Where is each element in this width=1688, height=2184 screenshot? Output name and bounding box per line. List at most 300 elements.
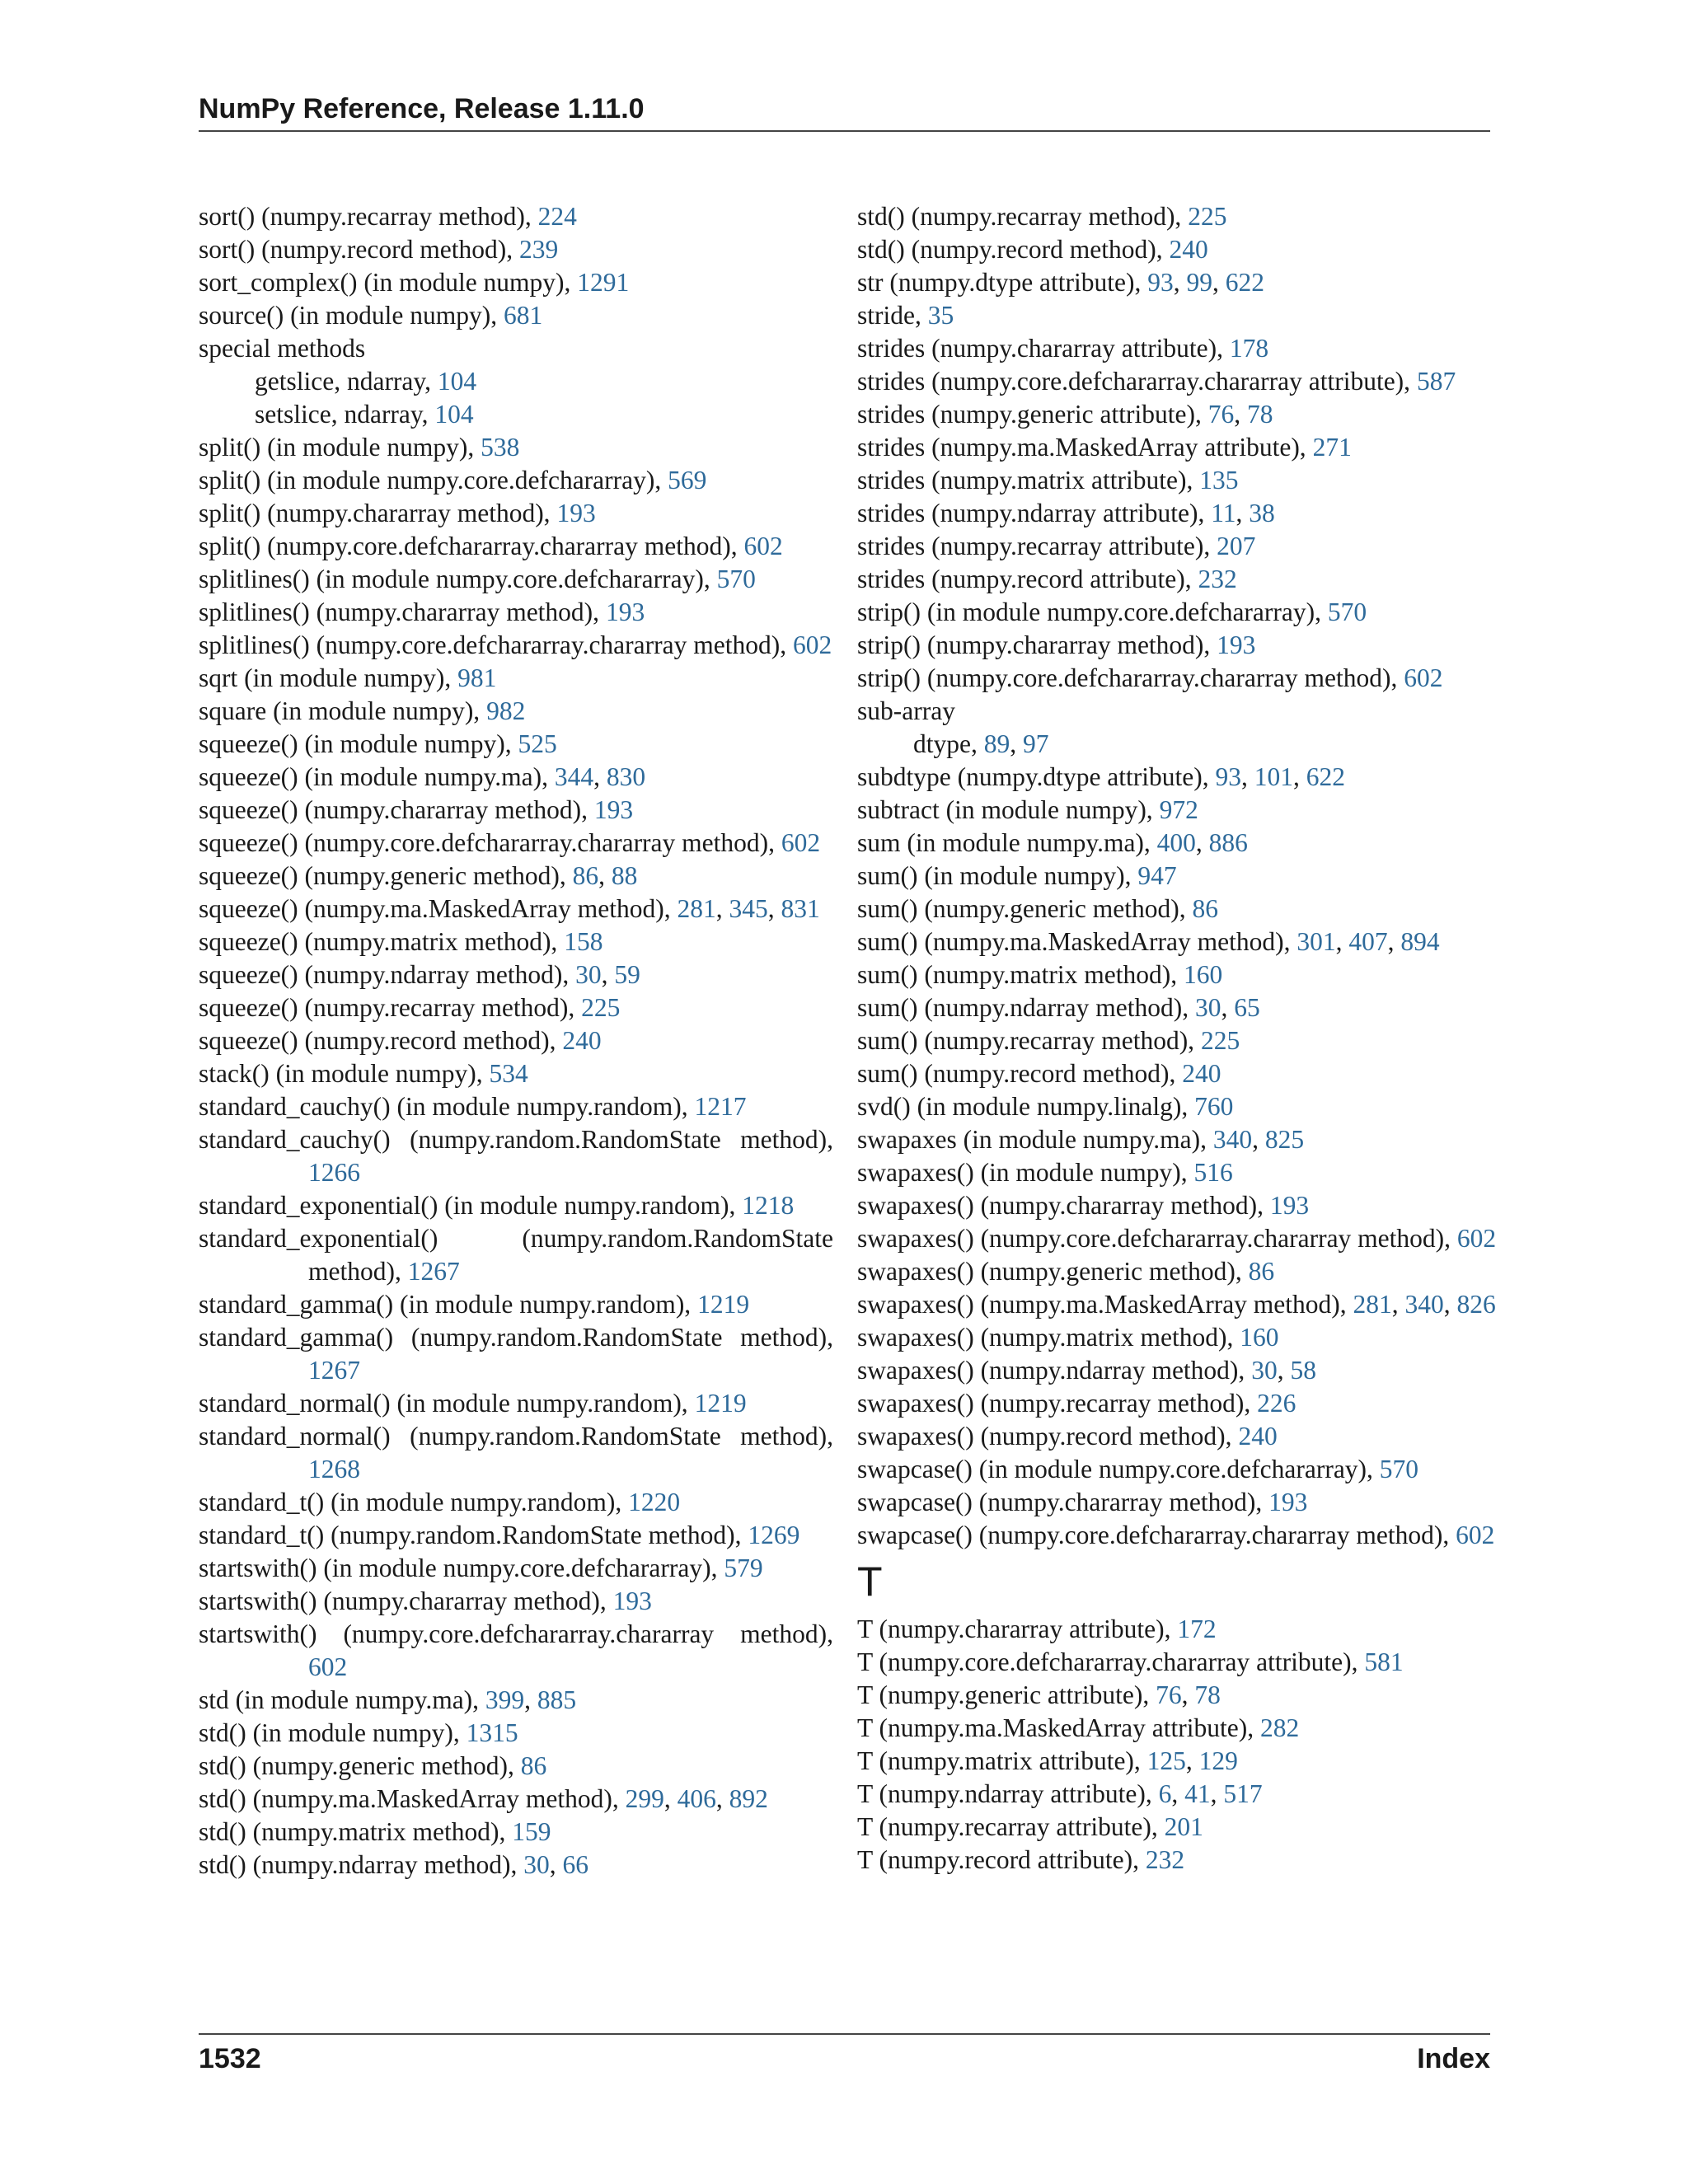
index-entry [857,1646,1500,1679]
index-entry [199,1024,833,1057]
page-reference-link[interactable]: 225 [1188,202,1227,231]
index-entry-text: startswith() (in module numpy.core.defchararray), [199,1554,724,1582]
index-entry-text: squeeze() (numpy.core.defchararray.chararray method), [199,828,781,857]
page-reference-link[interactable]: 104 [434,400,474,429]
page-reference-link[interactable]: 982 [486,696,526,725]
page-reference-link[interactable]: 1267 [308,1356,360,1385]
page-reference-link[interactable]: 587 [1416,367,1456,396]
page-reference-link[interactable]: 159 [512,1817,551,1846]
index-entry [199,497,833,530]
page-reference-link[interactable]: 826 [1456,1290,1496,1319]
index-entry-text: split() (in module numpy.core.defchararray), [199,466,668,494]
page-reference-link[interactable]: 35 [927,301,954,330]
index-entry-text: sum() (numpy.record method), [857,1059,1183,1088]
page-reference-link[interactable]: 160 [1240,1323,1279,1352]
page-reference-link[interactable]: 225 [581,993,621,1022]
index-entry-text: strides (numpy.generic attribute), [857,400,1208,429]
index-entry-text: std() (numpy.recarray method), [857,202,1189,231]
page-reference-link[interactable]: 581 [1364,1647,1404,1676]
index-entry-text: squeeze() (numpy.recarray method), [199,993,582,1022]
page-reference-link[interactable]: 1269 [748,1521,800,1549]
page-reference-link[interactable]: 1315 [466,1718,518,1747]
index-entry [199,1387,833,1420]
index-entry [199,1123,833,1189]
index-entry: strides (numpy.ndarray attribute), 11, 38 [857,499,1275,527]
index-entry-text: squeeze() (numpy.ma.MaskedArray method), [199,894,678,923]
index-entry-text: sum (in module numpy.ma), [857,828,1157,857]
index-entry [857,1486,1500,1519]
index-entry [857,530,1500,563]
page-reference-link[interactable]: 240 [1169,235,1208,264]
index-entry [199,1585,833,1618]
index-entry: sum (in module numpy.ma), 400, 886 [857,828,1248,857]
index-entry-text: std() (in module numpy), [199,1718,467,1747]
index-entry-text: standard_exponential() (in module numpy.random), [199,1191,743,1220]
index-entry-text: swapaxes() (numpy.ma.MaskedArray method), [857,1290,1353,1319]
index-entry-text: T (numpy.generic attribute), [857,1680,1156,1709]
index-entry [199,827,833,860]
index-entry [199,794,833,827]
page-reference-link[interactable]: 981 [457,663,497,692]
index-entry [199,1519,833,1552]
index-entry-text: strip() (numpy.chararray method), [857,630,1217,659]
index-entry-text: strides (numpy.matrix attribute), [857,466,1200,494]
index-entry-text: strip() (numpy.core.defchararray.chararray method), [857,663,1404,692]
page-reference-link[interactable]: 240 [562,1026,602,1055]
page-reference-link[interactable]: 271 [1312,433,1352,462]
index-entry-text: standard_gamma() (in module numpy.random), [199,1290,698,1319]
index-entry-text: std (in module numpy.ma), [199,1685,485,1714]
page-reference-link[interactable]: 6 [1158,1779,1172,1808]
page-reference-link[interactable]: 622 [1306,762,1345,791]
page-reference-link[interactable]: 86 [572,861,599,890]
page-reference-link[interactable]: 59 [614,960,640,989]
index-entry-text: startswith() (numpy.chararray method), [199,1586,613,1615]
page-reference-link[interactable]: 193 [1217,630,1256,659]
index-entry-text: swapaxes() (in module numpy), [857,1158,1194,1187]
index-entry [857,233,1500,266]
page-reference-link[interactable]: 158 [564,927,603,956]
page-reference-link[interactable]: 172 [1177,1615,1217,1643]
index-entry-text: svd() (in module numpy.linalg), [857,1092,1195,1121]
index-entry: subdtype (numpy.dtype attribute), 93, 101, 622 [857,762,1345,791]
page-reference-link[interactable]: 1291 [577,268,630,297]
index-entry-text: squeeze() (numpy.record method), [199,1026,563,1055]
index-entry-text: std() (numpy.generic method), [199,1751,521,1780]
index-entry: swapaxes() (numpy.ndarray method), 30, 58 [857,1356,1316,1385]
index-entry-text: split() (numpy.chararray method), [199,499,557,527]
page-reference-link[interactable]: 193 [612,1586,652,1615]
page-reference-link[interactable]: 602 [792,630,832,659]
page-reference-link[interactable]: 894 [1400,927,1440,956]
page-reference-link[interactable]: 570 [1379,1455,1419,1483]
page-reference-link[interactable]: 972 [1159,795,1198,824]
index-entry-text: swapaxes (in module numpy.ma), [857,1125,1213,1154]
index-entry-text: T (numpy.core.defchararray.chararray attribute), [857,1647,1365,1676]
index-entry [857,1811,1500,1844]
index-entry [857,1321,1500,1354]
page-reference-link[interactable]: 86 [1248,1257,1275,1286]
index-entry-text: standard_gamma() (numpy.random.RandomState method), [199,1323,833,1352]
index-entry [857,332,1500,365]
index-entry-text: sort_complex() (in module numpy), [199,268,578,297]
index-entry [857,596,1500,629]
index-entry: squeeze() (in module numpy.ma), 344, 830 [199,762,646,791]
index-entry [857,794,1500,827]
page-reference-link[interactable]: 99 [1186,268,1213,297]
page-reference-link[interactable]: 239 [518,235,559,264]
index-entry-text: strides (numpy.record attribute), [857,565,1198,593]
page-reference-link[interactable]: 97 [1022,729,1049,758]
page-reference-link[interactable]: 226 [1257,1389,1296,1418]
page-reference-link[interactable]: 281 [1353,1290,1392,1319]
page-reference-link[interactable]: 947 [1137,861,1177,890]
page-reference-link[interactable]: 301 [1296,927,1336,956]
index-entry [199,1090,833,1123]
index-entry-text: std() (numpy.ndarray method), [199,1850,524,1879]
page-reference-link[interactable]: 1268 [308,1455,360,1483]
page-number: 1532 [199,2043,261,2074]
index-entry-text: strides (numpy.ma.MaskedArray attribute), [857,433,1313,462]
index-subentry [199,365,833,398]
index-entry [199,233,833,266]
index-entry [857,629,1500,662]
index-entry-text: strides (numpy.core.defchararray.chararray attribute), [857,367,1417,396]
page-reference-link[interactable]: 885 [537,1685,577,1714]
page-reference-link[interactable]: 38 [1249,499,1275,527]
index-entry [199,695,833,728]
index-entry-text: squeeze() (numpy.ndarray method), [199,960,576,989]
index-entry-text: standard_cauchy() (in module numpy.random), [199,1092,695,1121]
page-reference-link[interactable]: 340 [1404,1290,1444,1319]
index-entry [199,596,833,629]
page-reference-link[interactable]: 282 [1260,1713,1300,1742]
page-reference-link[interactable]: 11 [1211,499,1236,527]
index-entry-text: T (numpy.record attribute), [857,1845,1146,1874]
page-reference-link[interactable]: 602 [1456,1224,1497,1253]
index-entry-text: squeeze() (numpy.chararray method), [199,795,594,824]
page-reference-link[interactable]: 1219 [694,1389,747,1418]
page-reference-link[interactable]: 340 [1212,1125,1253,1154]
page-reference-link[interactable]: 407 [1348,927,1388,956]
index-entry: swapaxes() (numpy.ma.MaskedArray method), 281, 340, 826 [857,1290,1496,1319]
index-entry-text: swapaxes() (numpy.chararray method), [857,1191,1270,1220]
page-reference-link[interactable]: 299 [625,1784,664,1813]
index-entry-text: str (numpy.dtype attribute), [857,268,1148,297]
index-entry-text: split() (in module numpy), [199,433,481,462]
page-reference-link[interactable]: 66 [562,1850,588,1879]
index-entry-text: strides (numpy.ndarray attribute), [857,499,1212,527]
page-reference-link[interactable]: 406 [677,1784,716,1813]
index-entry [857,958,1500,991]
page-reference-link[interactable]: 78 [1194,1680,1221,1709]
page-reference-link[interactable]: 76 [1156,1680,1182,1709]
index-entry: squeeze() (numpy.generic method), 86, 88 [199,861,638,890]
index-entry-text: strides (numpy.recarray attribute), [857,532,1217,560]
index-entry: std() (numpy.ndarray method), 30, 66 [199,1850,588,1879]
index-letter-heading: T [857,1558,883,1605]
index-entry [199,1420,833,1486]
index-entry [199,1717,833,1750]
index-entry-text: sort() (numpy.recarray method), [199,202,538,231]
index-entry-text: setslice, ndarray, [255,400,435,429]
page-reference-link[interactable]: 193 [593,795,634,824]
page-reference-link[interactable]: 129 [1198,1746,1238,1775]
page-reference-link[interactable]: 240 [1182,1059,1221,1088]
index-column-left [199,200,833,1882]
index-entry-text: strip() (in module numpy.core.defchararray), [857,598,1328,626]
page-reference-link[interactable]: 30 [1251,1356,1278,1385]
index-entry: sum() (numpy.ma.MaskedArray method), 301, 407, 894 [857,927,1440,956]
index-entry-text: std() (numpy.record method), [857,235,1170,264]
index-entry: T (numpy.generic attribute), 76, 78 [857,1680,1221,1709]
index-entry [199,464,833,497]
page-reference-link[interactable]: 201 [1164,1812,1203,1841]
index-entry-text: swapaxes() (numpy.core.defchararray.chararray method), [857,1224,1457,1253]
page-reference-link[interactable]: 602 [743,532,783,560]
index-entry-text: swapcase() (numpy.chararray method), [857,1488,1269,1516]
page-reference-link[interactable]: 516 [1193,1158,1233,1187]
index-entry [857,1024,1500,1057]
page-reference-link[interactable]: 622 [1225,268,1265,297]
index-entry: sum() (numpy.ndarray method), 30, 65 [857,993,1260,1022]
index-entry [199,332,833,365]
page-reference-link[interactable]: 160 [1184,960,1223,989]
index-entry [857,1613,1500,1646]
index-entry [857,1222,1500,1255]
index-entry: T (numpy.ndarray attribute), 6, 41, 517 [857,1779,1263,1808]
header-rule [199,130,1490,132]
index-entry-text: squeeze() (numpy.matrix method), [199,927,565,956]
page-reference-link[interactable]: 344 [554,762,594,791]
index-entry [857,431,1500,464]
index-entry [199,662,833,695]
page-reference-link[interactable]: 178 [1229,334,1269,363]
index-entry-text: startswith() (numpy.core.defchararray.chararray method), [199,1619,833,1648]
index-entry-text: std() (numpy.matrix method), [199,1817,513,1846]
index-entry-text: standard_cauchy() (numpy.random.RandomState method), [199,1125,833,1154]
index-entry-text: swapcase() (in module numpy.core.defchararray), [857,1455,1380,1483]
footer-rule [199,2033,1490,2035]
page-reference-link[interactable]: 399 [485,1685,525,1714]
page-reference-link[interactable]: 76 [1207,400,1235,429]
index-entry-text: sum() (numpy.ndarray method), [857,993,1195,1022]
page-reference-link[interactable]: 1266 [308,1158,360,1187]
index-entry [199,563,833,596]
index-entry [199,530,833,563]
page-reference-link[interactable]: 65 [1234,993,1260,1022]
index-entry-text: standard_exponential() (numpy.random.RandomState method), [199,1224,833,1286]
page-reference-link[interactable]: 224 [537,202,577,231]
index-entry-text: special methods [199,334,366,363]
page-reference-link[interactable]: 30 [575,960,602,989]
index-entry-text: sum() (numpy.ma.MaskedArray method), [857,927,1297,956]
index-entry-text: sum() (numpy.generic method), [857,894,1193,923]
page-reference-link[interactable]: 400 [1156,828,1196,857]
index-entry-text: T (numpy.matrix attribute), [857,1746,1147,1775]
page-reference-link[interactable]: 88 [611,861,638,890]
index-entry [857,200,1500,233]
page-reference-link[interactable]: 93 [1147,268,1174,297]
header-title: NumPy Reference, Release 1.11.0 [199,93,645,124]
index-entry [199,1486,833,1519]
page-reference-link[interactable]: 232 [1145,1845,1185,1874]
page-reference-link[interactable]: 569 [668,466,707,494]
index-entry-text: sum() (numpy.recarray method), [857,1026,1201,1055]
page-reference-link[interactable]: 78 [1246,400,1273,429]
index-entry-text: T (numpy.recarray attribute), [857,1812,1165,1841]
index-entry-text: swapaxes() (numpy.recarray method), [857,1389,1258,1418]
page-reference-link[interactable]: 345 [729,894,768,923]
index-entry: squeeze() (numpy.ndarray method), 30, 59 [199,960,640,989]
index-entry-text: std() (numpy.ma.MaskedArray method), [199,1784,626,1813]
index-entry-text: dtype, [913,729,984,758]
index-entry-text: square (in module numpy), [199,696,487,725]
page-reference-link[interactable]: 830 [606,762,646,791]
page-reference-link[interactable]: 93 [1215,762,1241,791]
page-reference-link[interactable]: 207 [1217,532,1256,560]
index-entry [857,1189,1500,1222]
index-entry [857,860,1500,893]
index-entry [857,365,1500,398]
index-entry: str (numpy.dtype attribute), 93, 99, 622 [857,268,1265,297]
page-reference-link[interactable]: 41 [1184,1779,1211,1808]
index-entry-text: stack() (in module numpy), [199,1059,490,1088]
index-entry [857,1387,1500,1420]
index-entry [857,1156,1500,1189]
running-footer [199,2042,1490,2075]
page-reference-link[interactable]: 1217 [694,1092,747,1121]
index-entry [199,1552,833,1585]
page-reference-link[interactable]: 1218 [742,1191,795,1220]
index-entry [199,1222,833,1288]
page-reference-link[interactable]: 886 [1208,828,1248,857]
page-reference-link[interactable]: 30 [523,1850,550,1879]
index-entry-text: squeeze() (in module numpy), [199,729,518,758]
index-entry-text: sum() (numpy.matrix method), [857,960,1184,989]
index-entry [199,266,833,299]
index-entry: squeeze() (numpy.ma.MaskedArray method), 281, 345, 831 [199,894,820,923]
index-entry-text: standard_t() (numpy.random.RandomState method), [199,1521,748,1549]
index-entry [199,200,833,233]
page-reference-link[interactable]: 892 [729,1784,768,1813]
page-reference-link[interactable]: 193 [1268,1488,1308,1516]
index-entry-text: squeeze() (numpy.generic method), [199,861,573,890]
index-entry: swapaxes (in module numpy.ma), 340, 825 [857,1125,1305,1154]
page-reference-link[interactable]: 193 [605,598,645,626]
index-entry: std (in module numpy.ma), 399, 885 [199,1685,577,1714]
page-reference-link[interactable]: 225 [1200,1026,1240,1055]
index-entry [199,991,833,1024]
page-reference-link[interactable]: 281 [677,894,716,923]
page-reference-link[interactable]: 517 [1223,1779,1263,1808]
index-entry [857,1844,1500,1877]
page-reference-link[interactable]: 86 [1192,894,1218,923]
page-reference-link[interactable]: 193 [556,499,596,527]
index-entry-text: split() (numpy.core.defchararray.chararray method), [199,532,744,560]
page-reference-link[interactable]: 525 [518,729,557,758]
index-entry [199,1057,833,1090]
page-reference-link[interactable]: 760 [1194,1092,1234,1121]
index-entry-text: T (numpy.ndarray attribute), [857,1779,1159,1808]
page-reference-link[interactable]: 1220 [628,1488,681,1516]
index-entry [857,1057,1500,1090]
index-entry [199,299,833,332]
index-entry-text: splitlines() (in module numpy.core.defchararray), [199,565,717,593]
page-reference-link[interactable]: 104 [437,367,477,396]
index-entry-text: swapaxes() (numpy.ndarray method), [857,1356,1252,1385]
page-reference-link[interactable]: 825 [1264,1125,1305,1154]
index-entry-text: standard_t() (in module numpy.random), [199,1488,629,1516]
page-reference-link[interactable]: 538 [481,433,520,462]
index-entry: std() (numpy.ma.MaskedArray method), 299, 406, 892 [199,1784,768,1813]
index-entry: T (numpy.matrix attribute), 125, 129 [857,1746,1238,1775]
page-reference-link[interactable]: 681 [504,301,543,330]
page-reference-link[interactable]: 86 [520,1751,547,1780]
index-entry-text: swapcase() (numpy.core.defchararray.chararray method), [857,1521,1456,1549]
index-entry-text: swapaxes() (numpy.record method), [857,1422,1239,1451]
index-entry [857,1255,1500,1288]
page-reference-link[interactable]: 58 [1290,1356,1316,1385]
page-reference-link[interactable]: 135 [1199,466,1239,494]
index-entry [199,1189,833,1222]
running-header [199,92,1490,125]
index-entry-text: getslice, ndarray, [255,367,438,396]
index-entry-text: sub-array [857,696,955,725]
index-entry-text: sqrt (in module numpy), [199,663,458,692]
index-entry [199,1618,833,1684]
index-entry [199,629,833,662]
page-reference-link[interactable]: 534 [489,1059,528,1088]
page-reference-link[interactable]: 602 [1404,663,1443,692]
index-entry [199,1321,833,1387]
page-reference-link[interactable]: 125 [1146,1746,1186,1775]
section-name: Index [1417,2043,1490,2074]
page-reference-link[interactable]: 579 [724,1554,763,1582]
page-reference-link[interactable]: 602 [781,828,821,857]
page-reference-link[interactable]: 1219 [697,1290,750,1319]
index-entry [199,1816,833,1849]
page-reference-link[interactable]: 240 [1238,1422,1278,1451]
page-reference-link[interactable]: 101 [1254,762,1293,791]
page-reference-link[interactable]: 602 [1456,1521,1495,1549]
index-entry-text: T (numpy.chararray attribute), [857,1615,1178,1643]
index-entry-text: sum() (in module numpy), [857,861,1138,890]
index-entry-text: source() (in module numpy), [199,301,504,330]
page-reference-link[interactable]: 89 [983,729,1010,758]
index-entry [857,1090,1500,1123]
index-entry-text: squeeze() (in module numpy.ma), [199,762,555,791]
page-reference-link[interactable]: 602 [308,1652,348,1681]
index-entry [199,431,833,464]
page-reference-link[interactable]: 193 [1269,1191,1310,1220]
page-reference-link[interactable]: 570 [1327,598,1367,626]
index-entry-text: subtract (in module numpy), [857,795,1160,824]
index-entry-text: splitlines() (numpy.core.defchararray.chararray method), [199,630,793,659]
index-entry [857,1420,1500,1453]
index-entry [857,695,1500,728]
page-reference-link[interactable]: 831 [781,894,820,923]
index-entry [199,1288,833,1321]
index-entry [199,926,833,958]
page-reference-link[interactable]: 232 [1198,565,1237,593]
page-reference-link[interactable]: 30 [1194,993,1221,1022]
page-reference-link[interactable]: 1267 [407,1257,460,1286]
index-entry-text: swapaxes() (numpy.generic method), [857,1257,1249,1286]
index-entry-text: splitlines() (numpy.chararray method), [199,598,606,626]
index-entry-text: standard_normal() (in module numpy.random), [199,1389,695,1418]
page-reference-link[interactable]: 570 [716,565,756,593]
